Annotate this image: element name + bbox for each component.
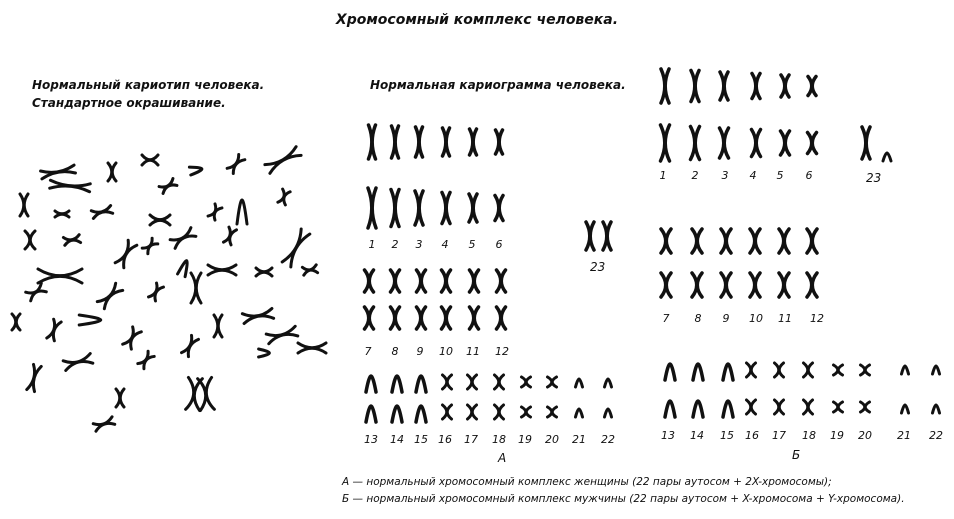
chromosome-number: 2 xyxy=(691,169,699,182)
chromosome xyxy=(781,75,789,97)
chromosome-number: 7 xyxy=(662,312,670,325)
chromosome xyxy=(142,238,158,254)
chromosome xyxy=(38,269,82,283)
karyogram-a-panel-label: А xyxy=(498,451,507,465)
chromosome xyxy=(266,326,298,343)
chromosome xyxy=(282,229,310,267)
karyogram-b-sex-label: 23 xyxy=(866,171,882,185)
chromosome-number: 10 xyxy=(749,312,763,325)
chromosome xyxy=(691,71,699,102)
chromosome-number: 17 xyxy=(772,429,786,442)
chromosome-number: 4 xyxy=(441,238,449,251)
chromosome xyxy=(469,194,477,222)
chromosome-number: 20 xyxy=(545,433,559,446)
chromosome xyxy=(468,375,477,389)
chromosome xyxy=(861,365,870,375)
chromosome xyxy=(548,407,557,417)
chromosome xyxy=(720,128,729,158)
chromosome xyxy=(834,402,843,412)
chromosome xyxy=(605,409,612,417)
chromosome xyxy=(752,74,760,99)
chromosome xyxy=(224,227,237,245)
chromosome xyxy=(443,375,452,389)
chromosome xyxy=(495,375,504,389)
chromosome xyxy=(691,127,700,160)
chromosome-number: 8 xyxy=(391,345,399,358)
chromosome xyxy=(93,417,115,431)
chromosome xyxy=(834,365,843,375)
chromosome-number: 14 xyxy=(690,429,704,442)
chromosome xyxy=(142,155,158,165)
karyogram-a-sex-label: 23 xyxy=(590,260,606,274)
chromosome xyxy=(191,273,201,303)
chromosome-number: 9 xyxy=(722,312,730,325)
chromosome xyxy=(576,409,583,417)
chromosome xyxy=(470,307,479,329)
chromosome xyxy=(442,270,451,292)
chromosome xyxy=(933,366,940,374)
chromosome-number: 15 xyxy=(414,433,428,446)
chromosome-number: 21 xyxy=(572,433,586,446)
chromosome xyxy=(661,273,671,297)
chromosome xyxy=(661,229,671,253)
chromosome xyxy=(170,228,196,249)
chromosome xyxy=(189,165,202,175)
chromosome xyxy=(522,407,531,417)
chromosome xyxy=(443,405,452,419)
chromosome xyxy=(20,194,28,216)
chromosome-number: 8 xyxy=(694,312,702,325)
chromosome xyxy=(392,376,402,392)
chromosome xyxy=(747,363,756,377)
chromosome-number: 9 xyxy=(416,345,424,358)
chromosome xyxy=(208,265,236,275)
chromosome-number: 19 xyxy=(830,429,844,442)
chromosome xyxy=(692,229,702,253)
chromosome xyxy=(807,273,817,297)
chromosome xyxy=(470,129,477,155)
chromosome-number: 11 xyxy=(466,345,480,358)
chromosome-number: 20 xyxy=(858,429,872,442)
chromosome xyxy=(366,406,376,422)
chromosome xyxy=(116,389,124,407)
chromosome xyxy=(298,343,326,353)
chromosome-number: 22 xyxy=(929,429,943,442)
chromosome xyxy=(933,405,940,413)
chromosome-number: 15 xyxy=(720,429,734,442)
chromosome-number: 16 xyxy=(438,433,452,446)
chromosome xyxy=(369,125,376,159)
chromosome xyxy=(548,377,557,387)
chromosome xyxy=(47,319,61,341)
chromosome xyxy=(723,364,733,380)
chromosome xyxy=(26,283,47,301)
chromosome xyxy=(804,400,813,414)
chromosome xyxy=(804,363,813,377)
chromosome-number: 6 xyxy=(805,169,813,182)
chromosome xyxy=(779,273,789,297)
chromosome xyxy=(495,405,504,419)
legend-female: А — нормальный хромосомный комплекс женщины (22 пары аутосом + 2X-хромосомы); xyxy=(342,476,832,488)
chromosome xyxy=(91,206,112,219)
chromosome xyxy=(365,270,374,292)
chromosome xyxy=(779,229,789,253)
chromosome xyxy=(63,354,93,371)
chromosome xyxy=(392,126,399,158)
chromosome xyxy=(391,270,400,292)
chromosome-number: 7 xyxy=(364,345,372,358)
chromosome xyxy=(693,364,703,380)
chromosome xyxy=(775,363,784,377)
karyogram-a-chromosomes xyxy=(365,125,612,422)
chromosome xyxy=(149,283,164,301)
chromosome-number: 19 xyxy=(518,433,532,446)
chromosome xyxy=(416,127,423,157)
chromosome-number: 5 xyxy=(776,169,784,182)
chromosome xyxy=(721,229,731,253)
chromosome xyxy=(442,307,451,329)
karyotype-caption-line2: Стандартное окрашивание. xyxy=(32,96,226,110)
chromosome xyxy=(259,349,270,357)
chromosome xyxy=(242,308,273,323)
chromosome xyxy=(123,327,142,349)
chromosome-number: 12 xyxy=(495,345,509,358)
chromosome xyxy=(692,273,702,297)
page-title: Хромосомный комплекс человека. xyxy=(335,12,619,28)
karyogram-b-chromosomes xyxy=(661,69,940,417)
chromosome xyxy=(720,72,728,100)
chromosome-number: 17 xyxy=(464,433,478,446)
chromosome xyxy=(365,307,374,329)
metaphase-spread xyxy=(12,147,326,432)
chromosome xyxy=(665,401,675,417)
chromosome-number: 3 xyxy=(721,169,729,182)
chromosome xyxy=(391,190,399,227)
chromosome-number: 11 xyxy=(778,312,792,325)
chromosome xyxy=(576,379,583,387)
chromosome xyxy=(495,196,503,221)
chromosome xyxy=(442,193,450,224)
chromosome xyxy=(25,231,35,249)
chromosome xyxy=(693,401,703,417)
chromosome xyxy=(443,128,450,156)
chromosome xyxy=(750,273,760,297)
chromosome-number: 14 xyxy=(390,433,404,446)
chromosome-number: 10 xyxy=(439,345,453,358)
chromosome xyxy=(50,180,91,191)
chromosome xyxy=(775,400,784,414)
chromosome xyxy=(27,364,41,391)
chromosome-number: 13 xyxy=(364,433,378,446)
chromosome-number: 18 xyxy=(802,429,816,442)
chromosome xyxy=(468,405,477,419)
chromosome xyxy=(808,133,817,154)
chromosome-number: 4 xyxy=(749,169,757,182)
chromosome xyxy=(661,125,670,161)
karyotype-caption-line1: Нормальный кариотип человека. xyxy=(32,78,265,92)
chromosome xyxy=(182,335,199,356)
chromosome xyxy=(138,351,154,368)
chromosome xyxy=(97,283,122,308)
chromosome xyxy=(208,204,222,220)
chromosome xyxy=(227,155,245,174)
chromosome xyxy=(723,401,733,417)
chromosome xyxy=(862,127,870,159)
chromosome xyxy=(522,377,531,387)
chromosome xyxy=(470,270,479,292)
chromosome xyxy=(902,366,909,374)
chromosome xyxy=(159,179,177,194)
chromosome xyxy=(496,130,503,154)
chromosome xyxy=(391,307,400,329)
chromosome-number: 21 xyxy=(897,429,911,442)
chromosome xyxy=(497,307,506,329)
chromosome xyxy=(750,229,760,253)
chromosome xyxy=(721,273,731,297)
karyogram-caption: Нормальная кариограмма человека. xyxy=(370,78,626,92)
chromosome xyxy=(237,200,247,224)
chromosome xyxy=(278,189,290,205)
chromosome xyxy=(416,376,426,392)
chromosome xyxy=(603,222,611,250)
chromosome-number: 6 xyxy=(495,238,503,251)
chromosome xyxy=(63,235,80,246)
chromosome-number: 22 xyxy=(601,433,615,446)
chromosome xyxy=(752,130,761,157)
chromosome-number: 16 xyxy=(745,429,759,442)
chromosome xyxy=(108,163,116,181)
chromosome xyxy=(861,402,870,412)
chromosome xyxy=(302,265,317,275)
chromosome xyxy=(150,215,170,225)
legend-male: Б — нормальный хромосомный комплекс мужчины (22 пары аутосом + X-хромосома + Y-хромосома). xyxy=(342,493,905,505)
chromosome xyxy=(415,191,423,225)
chromosome xyxy=(417,307,426,329)
chromosome-number: 2 xyxy=(391,238,399,251)
chromosome xyxy=(12,314,20,330)
chromosome xyxy=(79,315,101,325)
chromosome xyxy=(586,222,594,250)
chromosome xyxy=(265,147,301,174)
chromosome xyxy=(41,165,76,179)
chromosome xyxy=(902,405,909,413)
chromosome xyxy=(55,211,69,217)
chromosome xyxy=(417,270,426,292)
chromosome xyxy=(781,131,790,155)
chromosome xyxy=(115,240,137,268)
chromosome xyxy=(416,406,426,422)
chromosome-number: 12 xyxy=(810,312,824,325)
chromosome xyxy=(368,188,376,228)
chromosome-number: 3 xyxy=(415,238,423,251)
chromosome-number: 1 xyxy=(659,169,667,182)
chromosome-number: 18 xyxy=(492,433,506,446)
chromosome-number: 5 xyxy=(468,238,476,251)
chromosome xyxy=(198,377,215,410)
chromosome-number: 13 xyxy=(661,429,675,442)
chromosome xyxy=(661,69,669,103)
chromosome xyxy=(366,376,376,392)
chromosome-number: 1 xyxy=(368,238,376,251)
chromosome xyxy=(807,229,817,253)
chromosome xyxy=(256,268,272,276)
chromosome xyxy=(808,77,816,96)
chromosome xyxy=(178,259,191,276)
karyogram-b-panel-label: Б xyxy=(792,448,801,462)
chromosome xyxy=(747,400,756,414)
chromosome xyxy=(605,379,612,387)
chromosome xyxy=(665,364,675,380)
chromosome xyxy=(883,153,891,161)
chromosome xyxy=(497,270,506,292)
chromosome xyxy=(214,315,222,337)
chromosome xyxy=(392,406,402,422)
